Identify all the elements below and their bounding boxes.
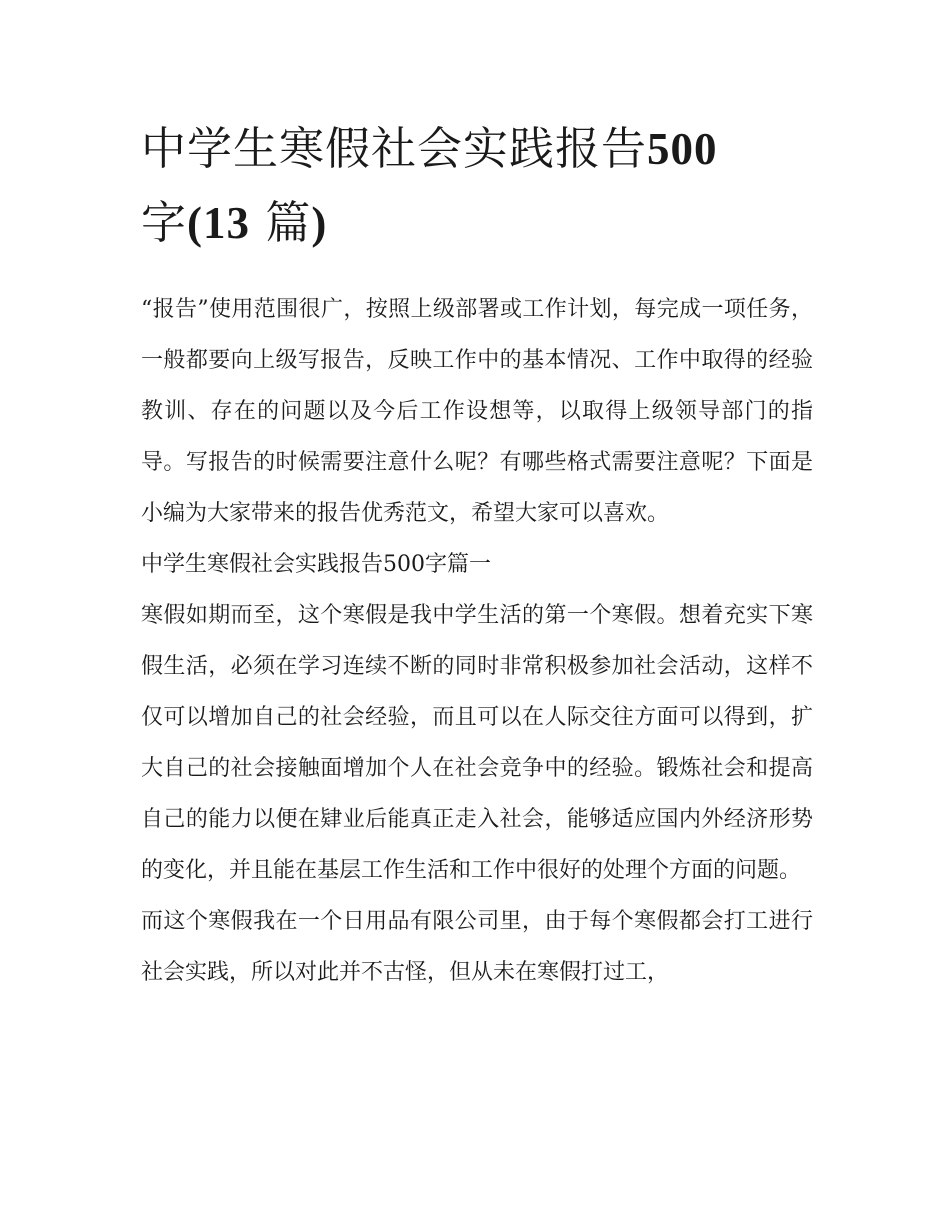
title-text-part: 中学生寒假社会实践报告 [141,122,648,175]
document-title [141,112,813,260]
document-page [141,112,813,998]
body-paragraph: 寒假如期而至，这个寒假是我中学生活的第一个寒假。想着充实下寒假生活，必须在学习连续不断的同时非常积极参加社会活动，这样不仅可以增加自己的社会经验，而且可以在人际交往方面可以得到，扩大自己的社会接触面增加个人在社会竞争中的经验。锻炼社会和提高自己的能力以便在肄业后能真正走入社会，能够适应国内外经济形势的变化，并且能在基层工作生活和工作中很好的处理个方面的问题。 [141,603,813,883]
title-text-part: 篇 [265,196,312,249]
intro-paragraph: “报告”使用范围很广，按照上级部署或工作计划，每完成一项任务，一般都要向上级写报告，反映工作中的基本情况、工作中取得的经验教训、存在的问题以及今后工作设想等，以取得上级领导部门的指导。写报告的时候需要注意什么呢？有哪些格式需要注意呢？下面是小编为大家带来的报告优秀范文，希望大家可以喜欢。 [141,297,813,526]
title-number-part: 500 [647,124,718,174]
body-paragraph: 而这个寒假我在一个日用品有限公司里，由于每个寒假都会打工进行社会实践，所以对此并不古怪，但从未在寒假打过工， [141,909,813,985]
title-number-part: ) [311,198,328,248]
title-number-part: (13 [187,198,251,248]
section-heading: 中学生寒假社会实践报告500字篇一 [141,552,491,577]
title-text-part: 字 [141,196,188,249]
